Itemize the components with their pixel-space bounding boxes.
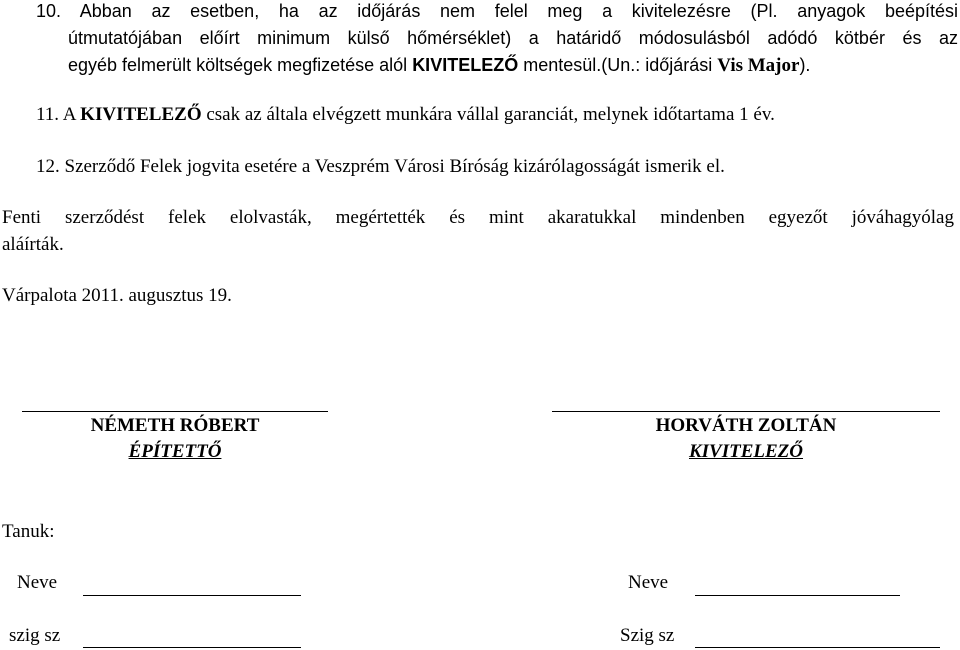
clause-10-line-2-text: útmutatójában előírt minimum külső hőmérséklet) a határidő módosulásból adódó kötbér és az [68,28,958,48]
witnesses-label-text: Tanuk: [2,521,55,542]
witness-left-name-label-text: Neve [17,572,58,593]
witness-right-id-label [620,625,674,647]
place-date-text: Várpalota 2011. augusztus 19. [2,285,232,306]
clause-10-line-3 [68,55,810,77]
clause-11-pre: 11. A [36,104,81,125]
signer-right-role-text: KIVITELEZŐ [688,441,804,462]
signer-right-role [552,441,940,463]
clause-11-bold: KIVITELEZŐ [80,104,202,125]
witness-right-id-line [695,647,940,648]
clause-12-text: 12. Szerződő Felek jogvita esetére a Veszprém Városi Bíróság kizárólagosságát ismerik el. [36,156,725,177]
witness-right-id-label-text: Szig sz [620,625,675,646]
witness-left-id-line [83,647,301,648]
witness-left-name-label [17,572,57,594]
closing-line-1-text: Fenti szerződést felek elolvasták, megértették és mint akaratukkal mindenben egyezőt jóváhagyólag [2,207,954,228]
clause-10-line-2 [68,28,958,49]
closing-line-1 [2,207,954,229]
signer-right-name-text: HORVÁTH ZOLTÁN [655,415,837,436]
place-date [2,285,232,307]
witness-right-name-label-text: Neve [628,572,669,593]
clause-11 [36,104,775,126]
closing-line-2-text: aláírták. [2,234,64,255]
witness-right-name-line [695,595,900,596]
signature-line-right [552,411,940,412]
witness-left-id-label [9,625,60,647]
clause-10-line-3-mid: mentesül.(Un.: időjárási [518,55,718,75]
clause-11-post: csak az általa elvégzett munkára vállal garanciát, melynek időtartama 1 év. [201,104,775,125]
kivitelezo-bold: KIVITELEZŐ [412,55,519,75]
witness-right-name-label [628,572,668,594]
clause-10-line-3-pre: egyéb felmerült költségek megfizetése alól [68,55,413,75]
witness-left-name-line [83,595,301,596]
clause-12 [36,156,725,178]
signer-left-name [22,415,328,437]
witnesses-label [2,521,55,543]
signer-right-name [552,415,940,437]
clause-10-line-3-post: ). [799,55,811,75]
witness-left-id-label-text: szig sz [9,625,61,646]
signer-left-role [22,441,328,463]
signer-left-role-text: ÉPÍTETTŐ [128,441,222,462]
clause-10-line-1-text: 10. Abban az esetben, ha az időjárás nem felel meg a kivitelezésre (Pl. anyagok beépítési [36,1,958,21]
signer-left-name-text: NÉMETH RÓBERT [90,415,260,436]
vis-major-bold: Vis Major [717,55,800,76]
closing-line-2 [2,234,64,256]
signature-line-left [22,411,328,412]
clause-10-line-1 [36,1,958,22]
